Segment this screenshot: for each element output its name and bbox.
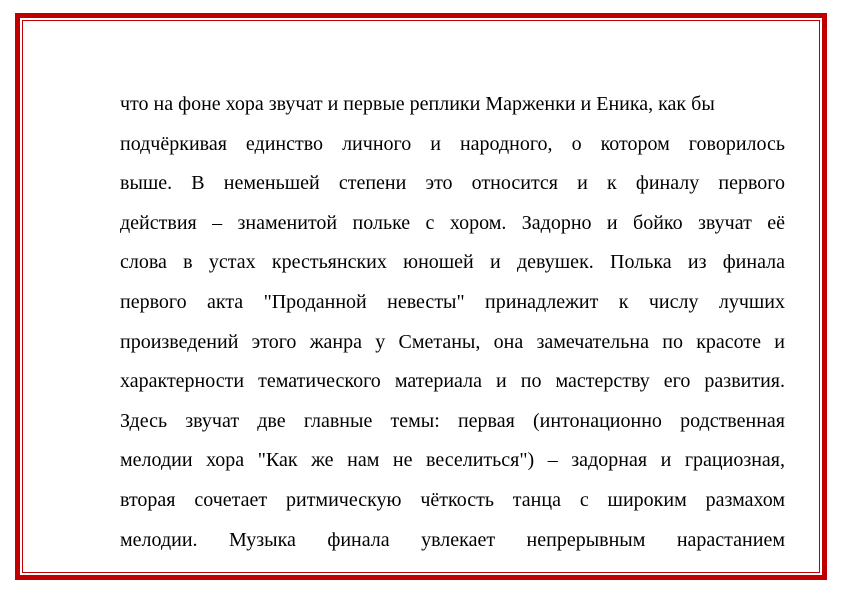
text-line: вторая сочетает ритмическую чёткость танца с широким размахом <box>120 488 785 511</box>
text-line: Здесь звучат две главные темы: первая (интонационно родственная <box>120 409 785 432</box>
text-line: слова в устах крестьянских юношей и девушек. Полька из финала <box>120 251 785 274</box>
text-line: первого акта "Проданной невесты" принадлежит к числу лучших <box>120 290 785 313</box>
text-line: выше. В неменьшей степени это относится и к финалу первого <box>120 172 785 195</box>
body-text <box>120 85 785 560</box>
text-line: подчёркивая единство личного и народного, о котором говорилось <box>120 132 785 155</box>
text-line: мелодии хора "Как же нам не веселиться") – задорная и грациозная, <box>120 449 785 472</box>
text-line: произведений этого жанра у Сметаны, она замечательна по красоте и <box>120 330 785 353</box>
text-line: действия – знаменитой польке с хором. Задорно и бойко звучат её <box>120 211 785 234</box>
text-line: характерности тематического материала и по мастерству его развития. <box>120 370 785 393</box>
text-line: что на фоне хора звучат и первые реплики Марженки и Еника, как бы <box>120 93 715 115</box>
text-line: мелодии. Музыка финала увлекает непрерывным нарастанием <box>120 528 785 551</box>
